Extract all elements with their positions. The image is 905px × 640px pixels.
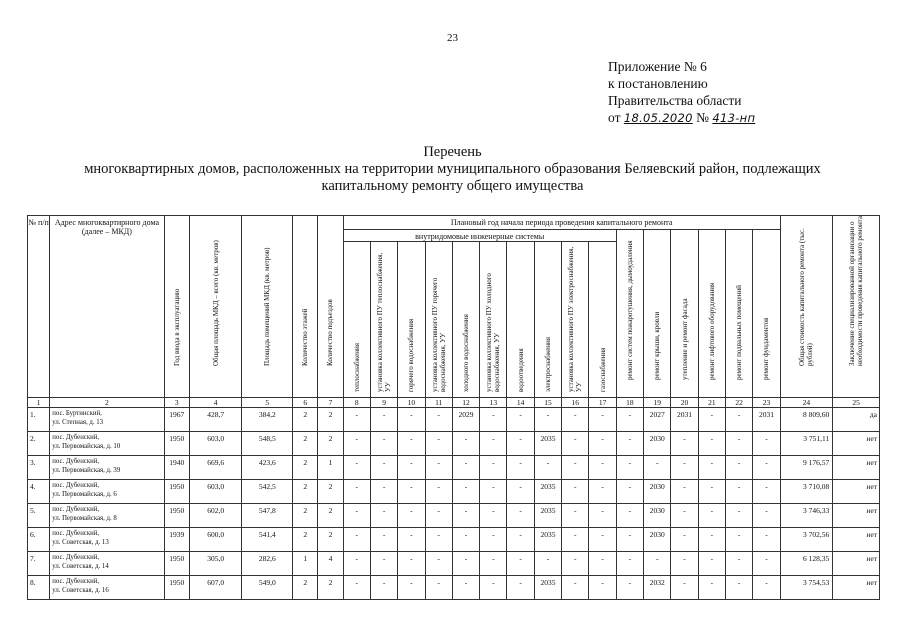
cell-c22: - — [725, 480, 752, 504]
title-line-1: Перечень — [423, 144, 482, 160]
header-c13: установка коллективного ПУ холодного водоснабжения, УУ — [480, 242, 507, 398]
cell-c17: - — [589, 432, 616, 456]
address-line-1: пос. Дубенский, — [52, 554, 100, 561]
number-sign: № — [696, 110, 709, 125]
cell-c13: - — [480, 480, 507, 504]
address-line-1: пос. Дубенский, — [52, 506, 100, 513]
cell-c10: - — [398, 408, 425, 432]
total-area-cell: 603,0 — [189, 480, 242, 504]
cell-c17: - — [589, 504, 616, 528]
year-cell: 1950 — [164, 552, 189, 576]
cell-c16: - — [562, 408, 589, 432]
year-cell: 1967 — [164, 408, 189, 432]
cell-c11: - — [425, 432, 452, 456]
cell-c11: - — [425, 576, 452, 600]
entrances-cell: 4 — [318, 552, 343, 576]
cell-c22: - — [725, 432, 752, 456]
conclusion-cell: нет — [833, 528, 880, 552]
cell-c21: - — [698, 456, 725, 480]
cell-c12: - — [452, 552, 479, 576]
cell-c18: - — [616, 528, 643, 552]
column-number: 1 — [28, 398, 50, 408]
cell-c18: - — [616, 408, 643, 432]
entrances-cell: 2 — [318, 432, 343, 456]
cell-c19: 2030 — [644, 432, 671, 456]
cell-c17: - — [589, 552, 616, 576]
column-number: 15 — [534, 398, 561, 408]
column-number: 10 — [398, 398, 425, 408]
year-cell: 1940 — [164, 456, 189, 480]
address-line-1: пос. Дубенский, — [52, 578, 100, 585]
cell-c20: - — [671, 480, 698, 504]
cell-c17: - — [589, 576, 616, 600]
header-total-area: Общая площадь МКД – всего (кв. метров) — [189, 216, 242, 398]
cost-cell: 3 754,53 — [780, 576, 833, 600]
cell-c23: - — [753, 432, 780, 456]
cell-c8: - — [343, 552, 370, 576]
document-title — [0, 144, 905, 195]
cell-c16: - — [562, 528, 589, 552]
row-number: 2. — [28, 432, 50, 456]
column-number: 21 — [698, 398, 725, 408]
cell-c21: - — [698, 576, 725, 600]
header-c10: горячего водоснабжения — [398, 242, 425, 398]
cell-c16: - — [562, 432, 589, 456]
cell-c12: - — [452, 432, 479, 456]
year-cell: 1950 — [164, 480, 189, 504]
table-row — [28, 480, 880, 504]
cell-c19: 2030 — [644, 528, 671, 552]
column-number: 11 — [425, 398, 452, 408]
cell-c16: - — [562, 504, 589, 528]
appendix-block — [608, 58, 755, 127]
cell-c15: 2035 — [534, 504, 561, 528]
cell-c17: - — [589, 528, 616, 552]
address-line-2: ул. Первомайская, д. 6 — [52, 491, 117, 498]
address-cell — [50, 456, 164, 480]
premises-area-cell: 282,6 — [242, 552, 293, 576]
table-row — [28, 576, 880, 600]
floors-cell: 2 — [293, 504, 318, 528]
address-cell — [50, 528, 164, 552]
header-cost: Общая стоимость капитального ремонта (тыс. рублей) — [780, 216, 833, 398]
floors-cell: 1 — [293, 552, 318, 576]
cell-c11: - — [425, 504, 452, 528]
row-number: 1. — [28, 408, 50, 432]
appendix-ref-line: к постановлению — [608, 76, 708, 91]
total-area-cell: 428,7 — [189, 408, 242, 432]
address-line-2: ул. Первомайская, д. 10 — [52, 443, 121, 450]
cell-c21: - — [698, 432, 725, 456]
column-number: 12 — [452, 398, 479, 408]
address-cell — [50, 432, 164, 456]
total-area-cell: 305,0 — [189, 552, 242, 576]
cell-c19: 2030 — [644, 480, 671, 504]
cell-c19: - — [644, 456, 671, 480]
cell-c18: - — [616, 432, 643, 456]
entrances-cell: 2 — [318, 576, 343, 600]
cell-c20: - — [671, 528, 698, 552]
address-line-1: пос. Дубенский, — [52, 482, 100, 489]
cell-c23: - — [753, 552, 780, 576]
entrances-cell: 2 — [318, 408, 343, 432]
address-line-2: ул. Советская, д. 16 — [52, 587, 109, 594]
cell-c20: 2031 — [671, 408, 698, 432]
column-number: 18 — [616, 398, 643, 408]
cell-c15: 2035 — [534, 432, 561, 456]
conclusion-cell: нет — [833, 504, 880, 528]
cost-cell: 3 751,11 — [780, 432, 833, 456]
date-prefix: от — [608, 110, 621, 125]
premises-area-cell: 548,5 — [242, 432, 293, 456]
cell-c15: 2035 — [534, 576, 561, 600]
address-cell — [50, 552, 164, 576]
cell-c9: - — [370, 504, 397, 528]
address-cell — [50, 408, 164, 432]
cell-c10: - — [398, 480, 425, 504]
cell-c20: - — [671, 432, 698, 456]
entrances-cell: 2 — [318, 528, 343, 552]
cell-c12: - — [452, 504, 479, 528]
address-line-2: ул. Советская, д. 14 — [52, 563, 109, 570]
floors-cell: 2 — [293, 456, 318, 480]
floors-cell: 2 — [293, 432, 318, 456]
total-area-cell: 602,0 — [189, 504, 242, 528]
cell-c11: - — [425, 408, 452, 432]
column-number: 16 — [562, 398, 589, 408]
cell-c17: - — [589, 456, 616, 480]
cell-c22: - — [725, 456, 752, 480]
cell-c19: 2027 — [644, 408, 671, 432]
address-line-1: пос. Дубенский, — [52, 434, 100, 441]
column-number: 8 — [343, 398, 370, 408]
premises-area-cell: 384,2 — [242, 408, 293, 432]
cell-c13: - — [480, 408, 507, 432]
address-line-2: ул. Первомайская, д. 39 — [52, 467, 121, 474]
premises-area-cell: 549,0 — [242, 576, 293, 600]
cost-cell: 6 128,35 — [780, 552, 833, 576]
total-area-cell: 603,0 — [189, 432, 242, 456]
cell-c14: - — [507, 504, 534, 528]
cell-c15: 2035 — [534, 528, 561, 552]
cell-c18: - — [616, 576, 643, 600]
total-area-cell: 600,0 — [189, 528, 242, 552]
title-line-3: капитальному ремонту общего имущества — [321, 178, 584, 194]
cell-c19: 2030 — [644, 504, 671, 528]
cell-c20: - — [671, 456, 698, 480]
cell-c9: - — [370, 552, 397, 576]
entrances-cell: 2 — [318, 504, 343, 528]
entrances-cell: 1 — [318, 456, 343, 480]
address-cell — [50, 480, 164, 504]
cell-c8: - — [343, 408, 370, 432]
year-cell: 1950 — [164, 576, 189, 600]
cell-c13: - — [480, 576, 507, 600]
cell-c14: - — [507, 576, 534, 600]
column-number: 6 — [293, 398, 318, 408]
total-area-cell: 669,6 — [189, 456, 242, 480]
cell-c15: - — [534, 408, 561, 432]
cell-c23: - — [753, 504, 780, 528]
premises-area-cell: 547,8 — [242, 504, 293, 528]
cost-cell: 3 702,56 — [780, 528, 833, 552]
cell-c12: - — [452, 456, 479, 480]
cell-c10: - — [398, 552, 425, 576]
cost-cell: 3 710,08 — [780, 480, 833, 504]
cell-c8: - — [343, 456, 370, 480]
table-row — [28, 528, 880, 552]
cell-c21: - — [698, 504, 725, 528]
entrances-cell: 2 — [318, 480, 343, 504]
row-number: 5. — [28, 504, 50, 528]
cell-c13: - — [480, 456, 507, 480]
cell-c20: - — [671, 504, 698, 528]
cell-c21: - — [698, 480, 725, 504]
cell-c21: - — [698, 528, 725, 552]
header-c14: водоотведения — [507, 242, 534, 398]
cell-c16: - — [562, 552, 589, 576]
cell-c22: - — [725, 576, 752, 600]
cell-c11: - — [425, 528, 452, 552]
cell-c18: - — [616, 480, 643, 504]
conclusion-cell: нет — [833, 576, 880, 600]
header-floors: Количество этажей — [293, 216, 318, 398]
conclusion-cell: нет — [833, 456, 880, 480]
cell-c17: - — [589, 480, 616, 504]
cell-c8: - — [343, 528, 370, 552]
cell-c22: - — [725, 408, 752, 432]
cost-cell: 3 746,33 — [780, 504, 833, 528]
cell-c14: - — [507, 552, 534, 576]
cell-c16: - — [562, 480, 589, 504]
cell-c18: - — [616, 456, 643, 480]
header-c20: утепление и ремонт фасада — [671, 230, 698, 398]
cell-c18: - — [616, 504, 643, 528]
cell-c14: - — [507, 432, 534, 456]
cell-c12: - — [452, 480, 479, 504]
address-line-2: ул. Советская, д. 13 — [52, 539, 109, 546]
cell-c12: - — [452, 528, 479, 552]
cell-c9: - — [370, 576, 397, 600]
cell-c18: - — [616, 552, 643, 576]
cell-c23: 2031 — [753, 408, 780, 432]
column-number: 7 — [318, 398, 343, 408]
cell-c14: - — [507, 456, 534, 480]
header-c18: ремонт систем пожаротушения, дымоудаления — [616, 230, 643, 398]
cell-c11: - — [425, 480, 452, 504]
cell-c16: - — [562, 456, 589, 480]
column-number-row — [28, 398, 880, 408]
column-number: 2 — [50, 398, 164, 408]
table-row — [28, 456, 880, 480]
cell-c9: - — [370, 528, 397, 552]
floors-cell: 2 — [293, 528, 318, 552]
cell-c10: - — [398, 504, 425, 528]
header-c21: ремонт лифтового оборудования — [698, 230, 725, 398]
premises-area-cell: 541,4 — [242, 528, 293, 552]
cell-c22: - — [725, 504, 752, 528]
header-engineering-group: внутридомовые инженерные системы — [343, 230, 616, 242]
column-number: 4 — [189, 398, 242, 408]
column-number: 14 — [507, 398, 534, 408]
cell-c10: - — [398, 456, 425, 480]
cell-c23: - — [753, 528, 780, 552]
cell-c11: - — [425, 552, 452, 576]
cell-c8: - — [343, 576, 370, 600]
cell-c23: - — [753, 456, 780, 480]
cell-c10: - — [398, 576, 425, 600]
cell-c23: - — [753, 576, 780, 600]
address-cell — [50, 576, 164, 600]
cost-cell: 9 176,57 — [780, 456, 833, 480]
header-address: Адрес многоквартирного дома (далее – МКД) — [50, 216, 164, 398]
table-row — [28, 408, 880, 432]
handwritten-number: 413-нп — [712, 111, 756, 125]
cell-c16: - — [562, 576, 589, 600]
cell-c13: - — [480, 528, 507, 552]
conclusion-cell: нет — [833, 480, 880, 504]
cell-c11: - — [425, 456, 452, 480]
cell-c8: - — [343, 432, 370, 456]
appendix-title: Приложение № 6 — [608, 59, 707, 74]
year-cell: 1950 — [164, 432, 189, 456]
handwritten-date: 18.05.2020 — [623, 111, 693, 125]
column-number: 17 — [589, 398, 616, 408]
header-c17: газоснабжения — [589, 242, 616, 398]
column-number: 5 — [242, 398, 293, 408]
address-cell — [50, 504, 164, 528]
cell-c13: - — [480, 432, 507, 456]
header-c16: установка коллективного ПУ электроснабжения, УУ — [562, 242, 589, 398]
table-body — [28, 408, 880, 600]
table-row — [28, 504, 880, 528]
cell-c21: - — [698, 408, 725, 432]
cell-c14: - — [507, 408, 534, 432]
cell-c13: - — [480, 504, 507, 528]
address-line-2: ул. Первомайская, д. 8 — [52, 515, 117, 522]
cell-c8: - — [343, 504, 370, 528]
cell-c19: 2032 — [644, 576, 671, 600]
row-number: 6. — [28, 528, 50, 552]
cell-c15: 2035 — [534, 480, 561, 504]
table-row — [28, 432, 880, 456]
cell-c9: - — [370, 480, 397, 504]
header-c9: установка коллективного ПУ теплоснабжения, УУ — [370, 242, 397, 398]
buildings-table — [27, 215, 880, 600]
premises-area-cell: 423,6 — [242, 456, 293, 480]
column-number: 19 — [644, 398, 671, 408]
floors-cell: 2 — [293, 576, 318, 600]
cell-c15: - — [534, 456, 561, 480]
total-area-cell: 607,0 — [189, 576, 242, 600]
cell-c10: - — [398, 528, 425, 552]
conclusion-cell: нет — [833, 432, 880, 456]
cell-c8: - — [343, 480, 370, 504]
year-cell: 1950 — [164, 504, 189, 528]
cell-c22: - — [725, 552, 752, 576]
column-number: 9 — [370, 398, 397, 408]
cell-c15: - — [534, 552, 561, 576]
cell-c19: - — [644, 552, 671, 576]
header-c23: ремонт фундаментов — [753, 230, 780, 398]
cell-c13: - — [480, 552, 507, 576]
cost-cell: 8 809,60 — [780, 408, 833, 432]
column-number: 24 — [780, 398, 833, 408]
cell-c14: - — [507, 480, 534, 504]
cell-c20: - — [671, 576, 698, 600]
title-line-2: многоквартирных домов, расположенных на территории муниципального образования Беляевский район, подлежащих — [84, 161, 821, 177]
premises-area-cell: 542,5 — [242, 480, 293, 504]
cell-c9: - — [370, 432, 397, 456]
cell-c12: 2029 — [452, 408, 479, 432]
address-line-1: пос. Дубенский, — [52, 530, 100, 537]
address-line-1: пос. Дубенский, — [52, 458, 100, 465]
cell-c14: - — [507, 528, 534, 552]
floors-cell: 2 — [293, 480, 318, 504]
header-entrances: Количество подъездов — [318, 216, 343, 398]
appendix-date-line — [608, 109, 755, 127]
row-number: 8. — [28, 576, 50, 600]
header-c11: установка коллективного ПУ горячего водоснабжения, УУ — [425, 242, 452, 398]
header-c8: теплоснабжения — [343, 242, 370, 398]
cell-c20: - — [671, 552, 698, 576]
cell-c9: - — [370, 456, 397, 480]
cell-c9: - — [370, 408, 397, 432]
cell-c17: - — [589, 408, 616, 432]
cell-c22: - — [725, 528, 752, 552]
column-number: 22 — [725, 398, 752, 408]
row-number: 3. — [28, 456, 50, 480]
year-cell: 1939 — [164, 528, 189, 552]
address-line-2: ул. Степная, д. 13 — [52, 419, 104, 426]
cell-c10: - — [398, 432, 425, 456]
header-planned-group: Плановый год начала периода проведения капитального ремонта — [343, 216, 780, 230]
header-c12: холодного водоснабжения — [452, 242, 479, 398]
column-number: 25 — [833, 398, 880, 408]
conclusion-cell: да — [833, 408, 880, 432]
column-number: 3 — [164, 398, 189, 408]
cell-c23: - — [753, 480, 780, 504]
header-c15: электроснабжения — [534, 242, 561, 398]
column-number: 20 — [671, 398, 698, 408]
cell-c12: - — [452, 576, 479, 600]
header-c19: ремонт крыши, кровли — [644, 230, 671, 398]
cell-c21: - — [698, 552, 725, 576]
table-row — [28, 552, 880, 576]
floors-cell: 2 — [293, 408, 318, 432]
column-number: 23 — [753, 398, 780, 408]
row-number: 7. — [28, 552, 50, 576]
header-premises-area: Площадь помещений МКД (кв. метров) — [242, 216, 293, 398]
header-year: Год ввода в эксплуатацию — [164, 216, 189, 398]
column-number: 13 — [480, 398, 507, 408]
appendix-authority: Правительства области — [608, 93, 742, 108]
address-line-1: пос. Буртинский, — [52, 410, 102, 417]
header-num: № п/п — [28, 216, 50, 398]
page-number: 23 — [447, 32, 458, 44]
row-number: 4. — [28, 480, 50, 504]
conclusion-cell: нет — [833, 552, 880, 576]
header-c22: ремонт подвальных помещений — [725, 230, 752, 398]
header-conclusion: Заключение специализированной организации о необходимости проведения капитального ремонта — [833, 216, 880, 398]
